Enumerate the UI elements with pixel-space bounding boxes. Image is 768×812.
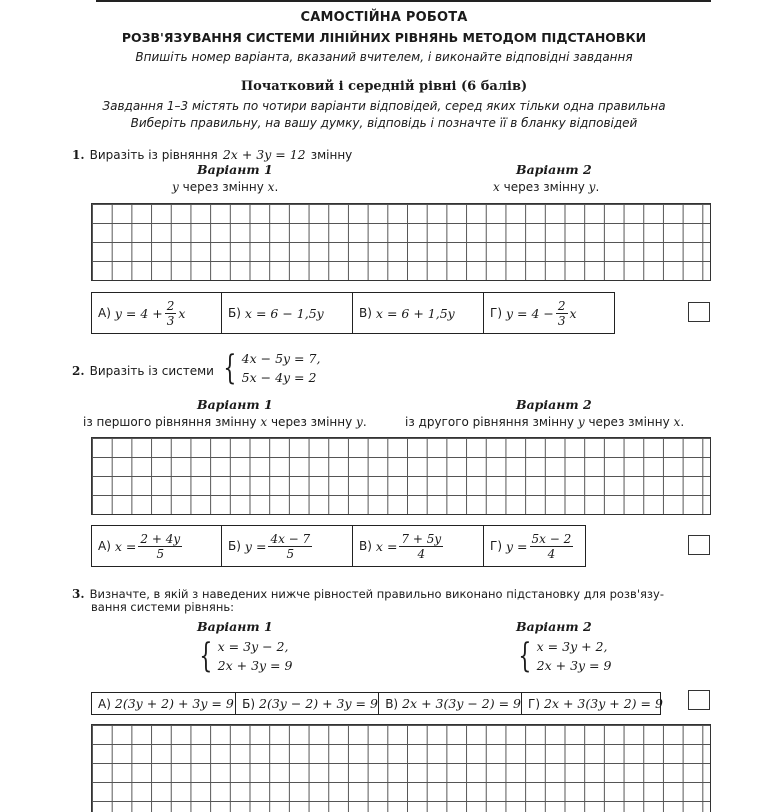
brace-symbol: {: [199, 636, 213, 676]
level-description-2: Виберіть правильну, на вашу думку, відповідь і позначте її в бланку відповідей: [130, 116, 638, 130]
brace-symbol: {: [518, 636, 532, 676]
task-3-v2-eq-2: 2x + 3y = 9: [536, 658, 612, 673]
task-3-v2-eq-1: x = 3y + 2,: [536, 639, 608, 654]
task-2-option-a[interactable]: А) x = $\frac{2 + 4y}{5}$: [92, 526, 222, 566]
task-2-variant-1-title: Варіант 1: [197, 397, 273, 412]
fraction: $\frac{4x - 7}{5}$: [270, 531, 311, 561]
level-description-1: Завдання 1–3 містять по чотири варіанти відповідей, серед яких тільки одна правильна: [102, 99, 666, 113]
fraction: $\frac{5x - 2}{4}$: [531, 531, 572, 561]
task-1-variant-1-title: Варіант 1: [197, 162, 273, 177]
task-1-option-d[interactable]: Г) y = 4 − $\frac{2}{3}$ x: [490, 298, 577, 328]
task-3-variant-1-system: [195, 637, 292, 675]
task-3-number: 3.: [72, 587, 85, 601]
level-heading: Початковий і середній рівні (6 балів): [240, 79, 528, 94]
task-2-option-d[interactable]: Г) y = $\frac{5x - 2}{4}$: [490, 531, 572, 561]
fraction: $\frac{2}{3}$: [557, 298, 566, 328]
task-1-text-after: змінну: [310, 148, 353, 162]
task-2-variant-2-title: Варіант 2: [516, 397, 592, 412]
task-3-option-b[interactable]: Б) 2(3y − 2) + 3y = 9: [236, 693, 379, 714]
task-2-option-b[interactable]: Б) y = $\frac{4x - 7}{5}$: [222, 526, 353, 566]
task-3-variant-1-title: Варіант 1: [197, 619, 273, 634]
fraction: $\frac{2 + 4y}{5}$: [140, 531, 181, 561]
task-1-answer-box[interactable]: [688, 302, 710, 322]
task-2-number: 2.: [72, 364, 85, 378]
task-1-variant-2-desc: x через змінну y.: [493, 180, 600, 194]
task-3-answer-options: [91, 692, 661, 715]
task-1-option-a[interactable]: А) y = 4 + $\frac{2}{3}$ x: [92, 293, 222, 333]
task-3-option-a[interactable]: А) 2(3y + 2) + 3y = 9: [92, 693, 236, 714]
worksheet-title: САМОСТІЙНА РОБОТА: [300, 10, 468, 25]
worksheet-instruction: Впишіть номер варіанта, вказаний вчителем, і виконайте відповідні завдання: [135, 50, 633, 64]
task-3-v1-eq-1: x = 3y − 2,: [217, 639, 289, 654]
fraction: $\frac{2}{3}$: [166, 298, 175, 328]
task-1-answer-options: [91, 292, 615, 334]
task-2-system: [219, 349, 320, 387]
task-1-number: 1.: [72, 148, 85, 162]
task-3-option-d[interactable]: Г) 2x + 3(3y + 2) = 9: [528, 696, 663, 711]
worksheet-subtitle: РОЗВ'ЯЗУВАННЯ СИСТЕМИ ЛІНІЙНИХ РІВНЯНЬ МЕТОДОМ ПІДСТАНОВКИ: [121, 30, 647, 45]
task-2-work-grid[interactable]: [91, 437, 711, 515]
task-1-prompt: [72, 144, 352, 163]
task-1-text: Виразіть із рівняння: [89, 148, 218, 162]
task-1-equation: 2x + 3y = 12: [222, 147, 306, 162]
top-rule: [96, 0, 711, 2]
task-2-eq-2: 5x − 4y = 2: [241, 370, 317, 385]
task-2-prompt: [72, 360, 214, 379]
task-3-work-grid[interactable]: [91, 724, 711, 812]
task-3-variant-2-title: Варіант 2: [516, 619, 592, 634]
task-2-answer-options: [91, 525, 586, 567]
task-2-variant-1-desc: із першого рівняння змінну x через змінну y.: [83, 415, 367, 429]
task-2-text: Виразіть із системи: [89, 364, 214, 378]
task-3-v1-eq-2: 2x + 3y = 9: [217, 658, 293, 673]
task-3-variant-2-system: [514, 637, 611, 675]
task-3-answer-box[interactable]: [688, 690, 710, 710]
fraction: $\frac{7 + 5y}{4}$: [401, 531, 442, 561]
task-3-text-2: вання системи рівнянь:: [91, 600, 235, 614]
task-1-variant-1-desc: y через змінну x.: [172, 180, 279, 194]
task-2-answer-box[interactable]: [688, 535, 710, 555]
task-1-option-c[interactable]: В) x = 6 + 1,5y: [353, 293, 484, 333]
brace-symbol: {: [223, 348, 237, 388]
task-2-eq-1: 4x − 5y = 7,: [241, 351, 321, 366]
task-3-option-c[interactable]: В) 2x + 3(3y − 2) = 9: [379, 693, 522, 714]
task-1-work-grid[interactable]: [91, 203, 711, 281]
task-2-option-c[interactable]: В) x = $\frac{7 + 5y}{4}$: [353, 526, 484, 566]
task-2-variant-2-desc: із другого рівняння змінну y через змінну x.: [405, 415, 685, 429]
task-1-variant-2-title: Варіант 2: [516, 162, 592, 177]
task-1-option-b[interactable]: Б) x = 6 − 1,5y: [222, 293, 353, 333]
task-3-text-1: Визначте, в якій з наведених нижче рівностей правильно виконано підстановку для розв'язу-: [89, 587, 664, 601]
